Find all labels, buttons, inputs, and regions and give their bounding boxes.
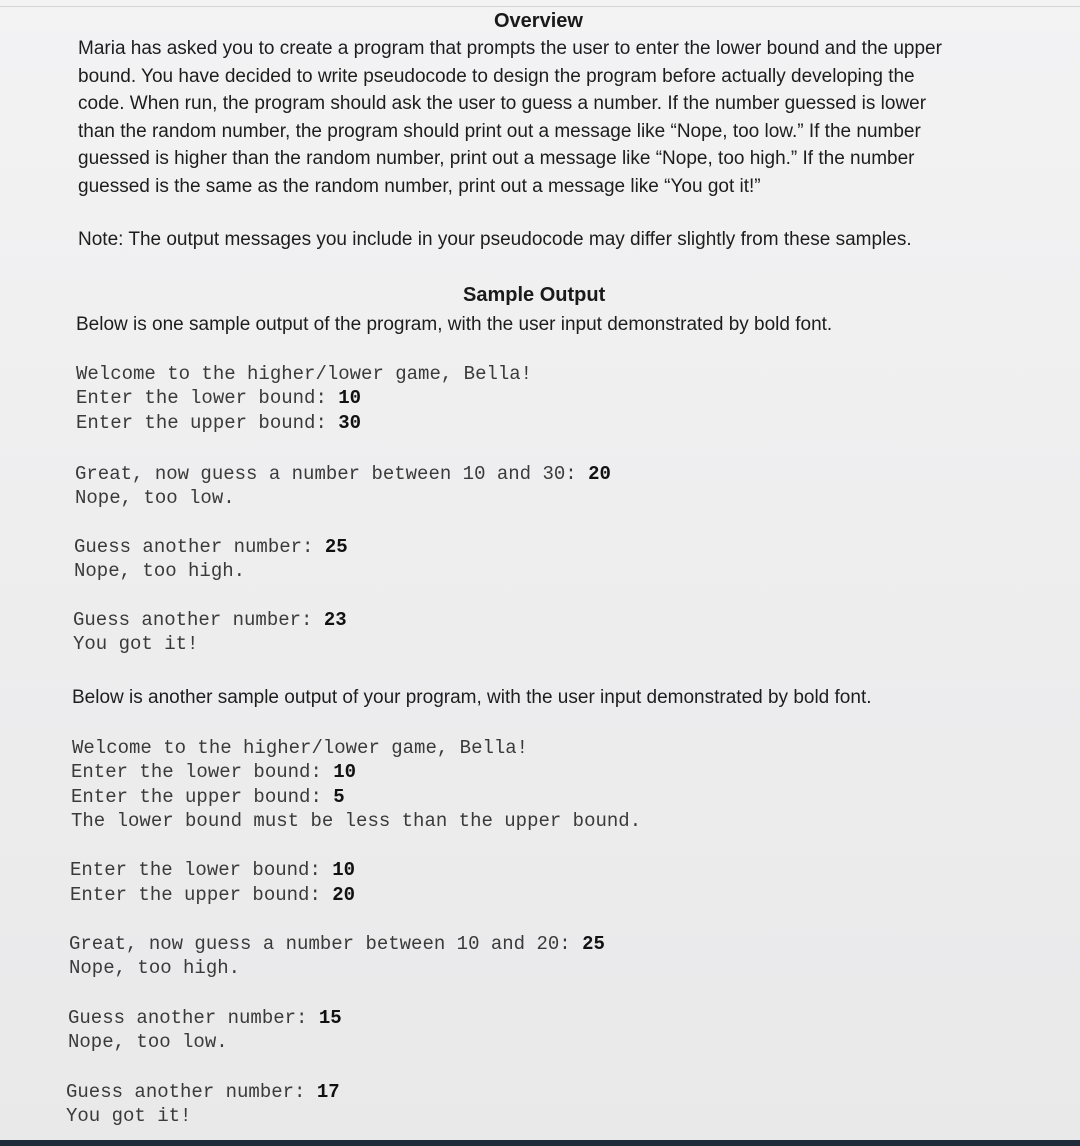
sample2-line: Great, now guess a number between 10 and 20: 25 <box>69 933 605 955</box>
sample2-line: The lower bound must be less than the upper bound. <box>71 810 642 832</box>
overview-heading: Overview <box>494 10 583 32</box>
sample-output-heading: Sample Output <box>463 284 606 306</box>
sample1-line: You got it! <box>73 633 199 655</box>
sample2-intro: Below is another sample output of your program, with the user input demonstrated by bold font. <box>72 687 872 708</box>
user-input: 25 <box>582 933 605 955</box>
sample1-line: Welcome to the higher/lower game, Bella! <box>76 363 533 385</box>
note-text: Note: The output messages you include in your pseudocode may differ slightly from these samples. <box>78 229 912 250</box>
sample1-line: Guess another number: 25 <box>74 536 348 558</box>
sample1-line: Nope, too low. <box>75 487 235 509</box>
overview-line: code. When run, the program should ask the user to guess a number. If the number guessed is lower <box>78 93 927 114</box>
overview-line: guessed is the same as the random number, print out a message like “You got it!” <box>78 175 761 197</box>
sample1-line: Enter the lower bound: 10 <box>76 387 362 409</box>
user-input: 20 <box>332 884 356 906</box>
overview-paragraph <box>78 35 942 200</box>
user-input: 5 <box>333 786 345 808</box>
sample1-line: Guess another number: 23 <box>73 609 347 631</box>
user-input: 10 <box>338 387 362 409</box>
sample2-line: Enter the lower bound: 10 <box>70 859 356 881</box>
sample1-intro: Below is one sample output of the program, with the user input demonstrated by bold font. <box>76 314 833 335</box>
sample2-line: Guess another number: 17 <box>66 1081 340 1103</box>
sample1-line: Enter the upper bound: 30 <box>76 412 362 434</box>
overview-line: bound. You have decided to write pseudocode to design the program before actually developing the <box>78 65 915 87</box>
sample1-line: Great, now guess a number between 10 and 30: 20 <box>75 463 611 485</box>
sample2-line: Enter the upper bound: 5 <box>71 786 345 808</box>
user-input: 30 <box>338 412 362 434</box>
sample1-line: Nope, too high. <box>74 560 246 582</box>
sample2-line: Nope, too low. <box>68 1031 228 1053</box>
sample2-line: You got it! <box>66 1105 192 1127</box>
sample2-line: Nope, too high. <box>69 957 241 979</box>
user-input: 23 <box>323 609 347 631</box>
user-input: 17 <box>316 1081 340 1103</box>
user-input: 20 <box>588 463 611 485</box>
sample2-line: Guess another number: 15 <box>68 1007 342 1029</box>
user-input: 10 <box>333 761 357 783</box>
user-input: 25 <box>324 536 348 558</box>
sample2-line: Enter the lower bound: 10 <box>71 761 357 783</box>
bottom-edge-bar <box>0 1140 1080 1146</box>
top-divider <box>0 6 1080 7</box>
sample2-line: Welcome to the higher/lower game, Bella! <box>72 737 529 759</box>
overview-line: than the random number, the program should print out a message like “Nope, too low.” If the number <box>78 120 921 142</box>
user-input: 15 <box>318 1007 342 1029</box>
overview-line: Maria has asked you to create a program that prompts the user to enter the lower bound and the upper <box>78 38 942 59</box>
sample2-line: Enter the upper bound: 20 <box>70 884 356 906</box>
overview-line: guessed is higher than the random number, print out a message like “Nope, too high.” If the number <box>78 148 915 169</box>
user-input: 10 <box>332 859 356 881</box>
